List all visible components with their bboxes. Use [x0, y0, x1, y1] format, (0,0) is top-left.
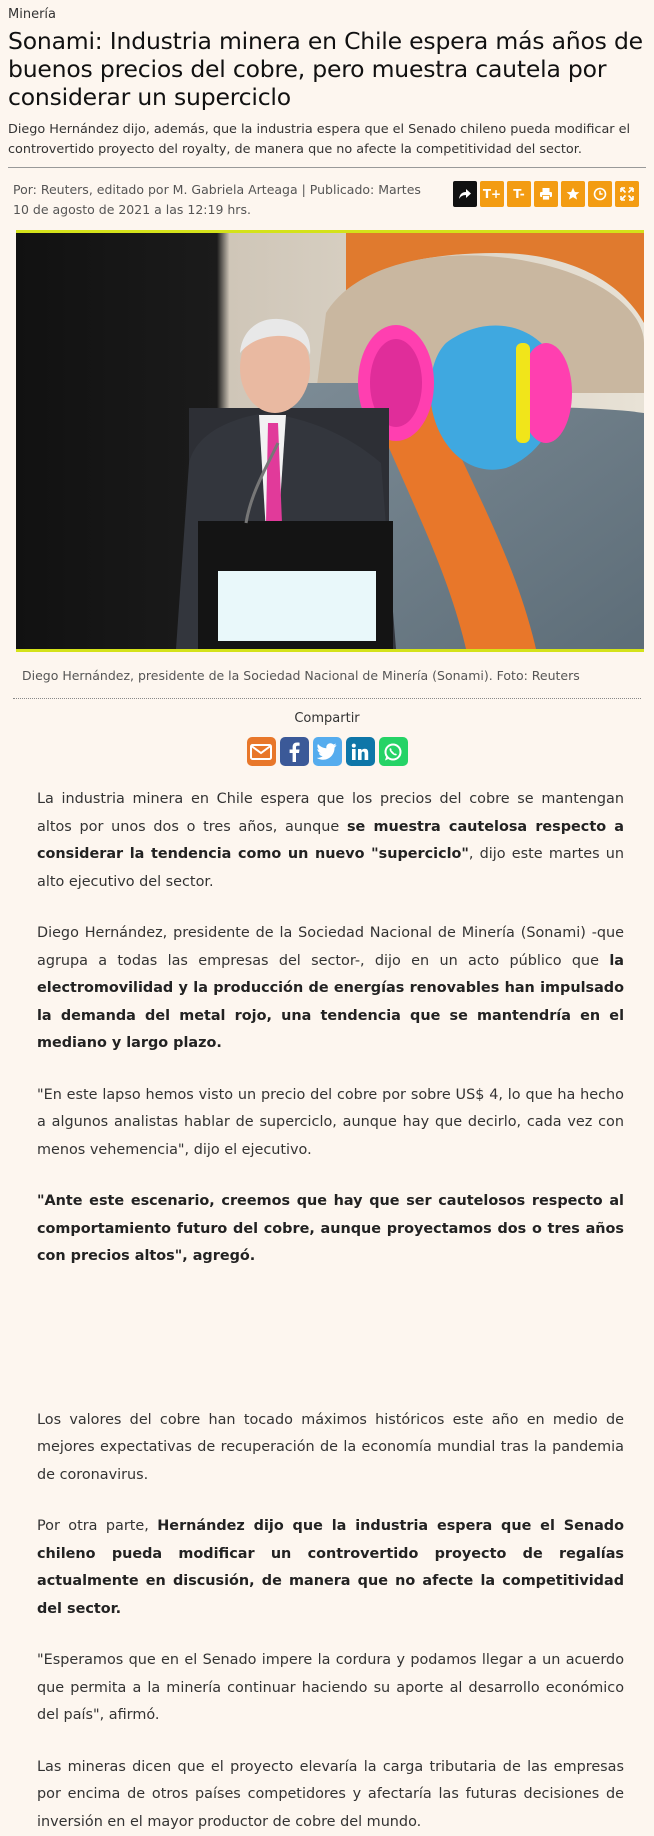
article-title: Sonami: Industria minera en Chile espera más años de buenos precios del cobre, pero muestra cautela por considerar un superciclo: [8, 27, 646, 111]
article-body: [8, 786, 646, 1836]
font-increase-button[interactable]: T+: [480, 181, 504, 207]
fullscreen-icon[interactable]: [615, 181, 639, 207]
facebook-share-icon[interactable]: [280, 737, 309, 766]
article-toolbar: [453, 181, 639, 207]
paragraph-5: Los valores del cobre han tocado máximos históricos este año en medio de mejores expectativas de recuperación de la economía mundial tras la pandemia de coronavirus.: [37, 1407, 624, 1490]
paragraph-1: La industria minera en Chile espera que los precios del cobre se mantengan altos por unos dos o tres años, aunque se muestra cautelosa respecto a considerar la tendencia como un nuevo "superciclo", dijo este martes un alto ejecutivo del sector.: [37, 786, 624, 896]
clock-icon[interactable]: [588, 181, 612, 207]
email-share-icon[interactable]: [247, 737, 276, 766]
ad-space: [37, 1295, 624, 1407]
star-icon[interactable]: [561, 181, 585, 207]
paragraph-7: "Esperamos que en el Senado impere la cordura y podamos llegar a un acuerdo que permita a la minería continuar haciendo su aporte al desarrollo económico del país", afirmó.: [37, 1647, 624, 1730]
byline: Por: Reuters, editado por M. Gabriela Arteaga | Publicado: Martes 10 de agosto de 2021 a las 12:19 hrs.: [13, 180, 433, 220]
photo-caption: Diego Hernández, presidente de la Sociedad Nacional de Minería (Sonami). Foto: Reuters: [22, 668, 646, 686]
whatsapp-share-icon[interactable]: [379, 737, 408, 766]
section-label[interactable]: Minería: [8, 0, 646, 23]
paragraph-6: Por otra parte, Hernández dijo que la industria espera que el Senado chileno pueda modificar un controvertido proyecto de regalías actualmente en discusión, de manera que no afecte la competitividad del sector.: [37, 1513, 624, 1623]
share-buttons: [8, 737, 646, 766]
printer-icon[interactable]: [534, 181, 558, 207]
share-arrow-icon[interactable]: [453, 181, 477, 207]
caption-divider: [13, 698, 641, 699]
meta-row: [8, 168, 646, 228]
paragraph-8: Las mineras dicen que el proyecto elevaría la carga tributaria de las empresas por encima de otros países competidores y afectaría las futuras decisiones de inversión en el mayor productor de cobre del mundo.: [37, 1754, 624, 1836]
paragraph-3: "En este lapso hemos visto un precio del cobre por sobre US$ 4, lo que ha hecho a algunos analistas hablar de superciclo, aunque hay que decirlo, cada vez con menos vehemencia", dijo el ejecutivo.: [37, 1082, 624, 1165]
font-decrease-button[interactable]: T-: [507, 181, 531, 207]
linkedin-share-icon[interactable]: [346, 737, 375, 766]
paragraph-2: Diego Hernández, presidente de la Sociedad Nacional de Minería (Sonami) -que agrupa a todas las empresas del sector-, dijo en un acto público que la electromovilidad y la producción de energías renovables han impulsado la demanda del metal rojo, una tendencia que se mantendría en el mediano y largo plazo.: [37, 920, 624, 1058]
article-lead: Diego Hernández dijo, además, que la industria espera que el Senado chileno pueda modificar el controvertido proyecto del royalty, de manera que no afecte la competitividad del sector.: [8, 120, 646, 160]
paragraph-4: "Ante este escenario, creemos que hay que ser cautelosos respecto al comportamiento futuro del cobre, aunque proyectamos dos o tres años con precios altos", agregó.: [37, 1188, 624, 1271]
share-label: Compartir: [8, 711, 646, 726]
photo-illustration: [16, 233, 644, 649]
article-photo: [16, 230, 644, 652]
twitter-share-icon[interactable]: [313, 737, 342, 766]
